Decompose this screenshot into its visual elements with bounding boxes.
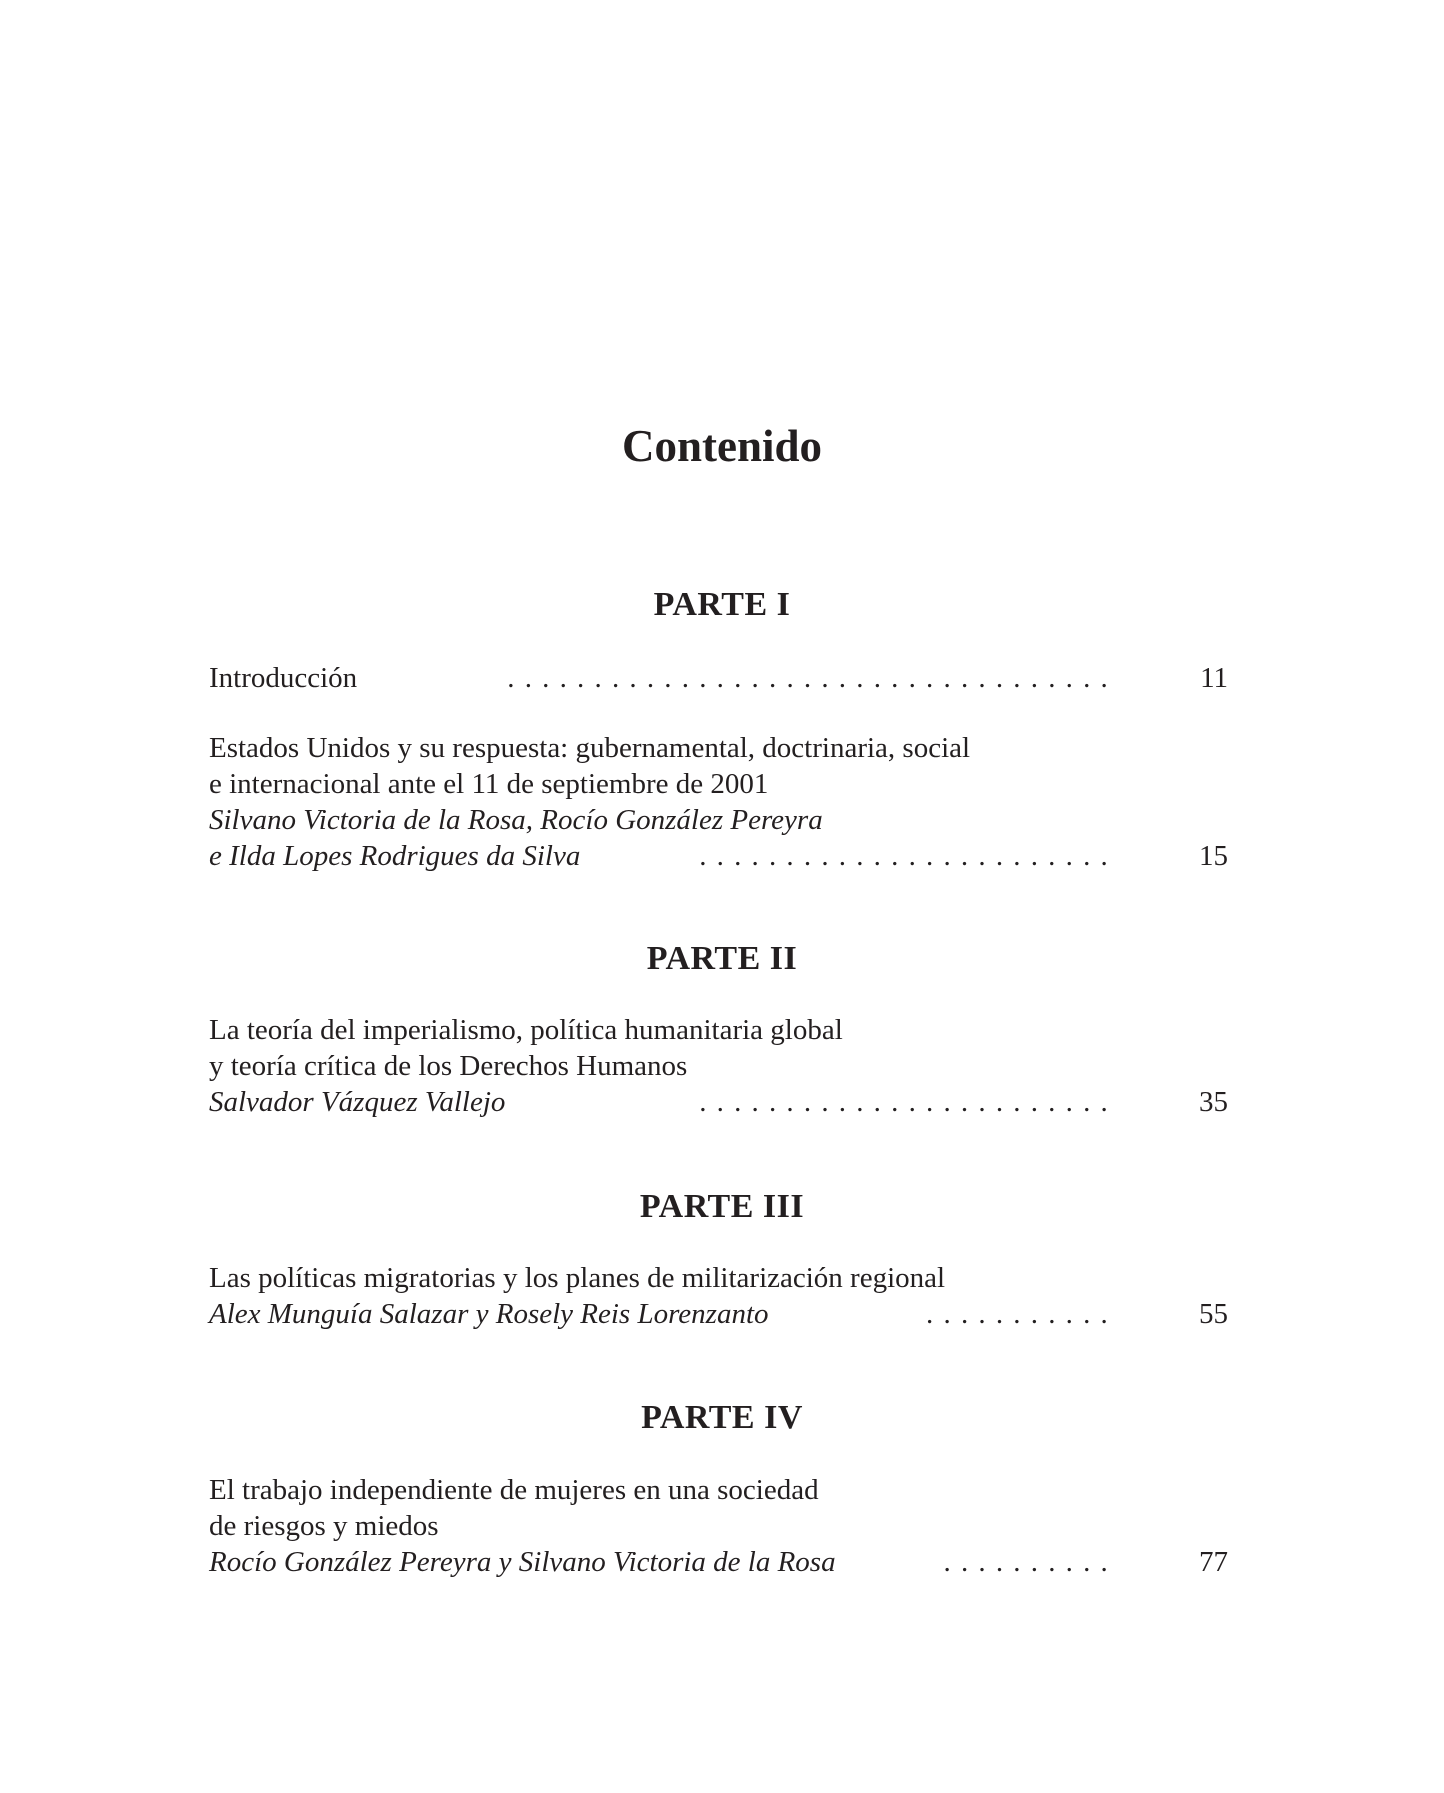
page-title: Contenido — [621, 421, 823, 471]
part-heading-1: PARTE I — [653, 586, 791, 623]
page-number: 55 — [1199, 1298, 1228, 1330]
toc-entry-last-line — [209, 1084, 1228, 1120]
toc-entry-last-line — [209, 660, 1228, 696]
toc-entry-title-line: El trabajo independiente de mujeres en una sociedad — [209, 1474, 819, 1506]
dot-leader: ................................... — [507, 662, 1118, 694]
page-number: 77 — [1199, 1546, 1228, 1578]
toc-entry-title-line: de riesgos y miedos — [209, 1510, 439, 1542]
toc-entry-last-line — [209, 838, 1228, 874]
toc-entry-teoria-imperialismo[interactable] — [209, 1012, 1228, 1120]
page-number: 35 — [1199, 1086, 1228, 1118]
part-heading-2: PARTE II — [646, 940, 798, 977]
part-heading-4: PARTE IV — [641, 1399, 803, 1436]
toc-entry-introduccion[interactable] — [209, 660, 1228, 696]
toc-entry-title-line: Estados Unidos y su respuesta: gubernamental, doctrinaria, social — [209, 732, 971, 764]
toc-entry-author: Salvador Vázquez Vallejo — [209, 1086, 506, 1118]
toc-entry-last-line — [209, 1544, 1228, 1580]
part-heading-3: PARTE III — [639, 1188, 805, 1225]
toc-entry-author: e Ilda Lopes Rodrigues da Silva — [209, 840, 581, 872]
toc-entry-last-line — [209, 1296, 1228, 1332]
toc-entry-author: Rocío González Pereyra y Silvano Victoria de la Rosa — [209, 1546, 836, 1578]
dot-leader: .......... — [943, 1546, 1118, 1578]
toc-entry-estados-unidos[interactable] — [209, 730, 1228, 874]
toc-entry-author-line: Silvano Victoria de la Rosa, Rocío González Pereyra — [209, 804, 823, 836]
dot-leader: ........... — [926, 1298, 1118, 1330]
dot-leader: ........................ — [699, 1086, 1118, 1118]
toc-entry-title-line: y teoría crítica de los Derechos Humanos — [209, 1050, 688, 1082]
toc-entry-author: Alex Munguía Salazar y Rosely Reis Lorenzanto — [209, 1298, 769, 1330]
toc-entry-title-line: Las políticas migratorias y los planes de militarización regional — [209, 1262, 946, 1294]
toc-entry-title: Introducción — [209, 662, 358, 694]
page-number: 11 — [1200, 662, 1228, 694]
toc-entry-title-line: e internacional ante el 11 de septiembre de 2001 — [209, 768, 769, 800]
page-number: 15 — [1199, 840, 1228, 872]
dot-leader: ........................ — [699, 840, 1118, 872]
toc-entry-title-line: La teoría del imperialismo, política humanitaria global — [209, 1014, 843, 1046]
toc-entry-politicas-migratorias[interactable] — [209, 1260, 1228, 1332]
toc-entry-trabajo-independiente[interactable] — [209, 1472, 1228, 1580]
